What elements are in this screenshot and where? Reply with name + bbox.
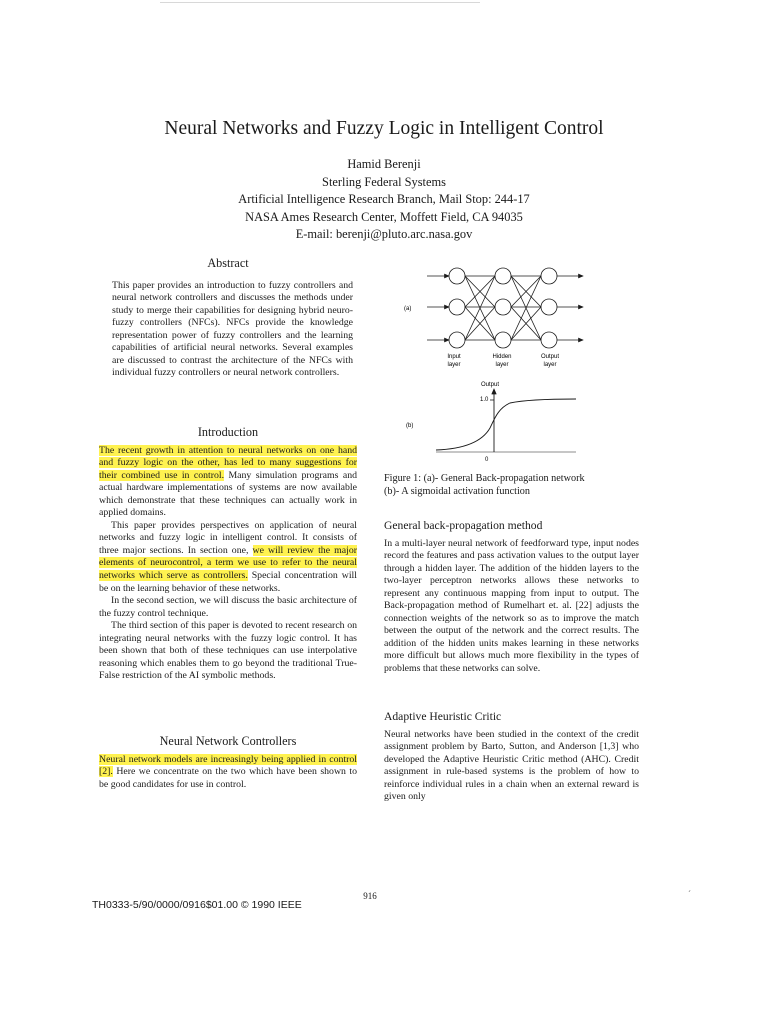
abstract-text: This paper provides an introduction to fuzzy controllers and neural network controllers and discusses the methods under study to merge their capabilities for designing hybrid neuro-fuzzy controllers (NFCs). NFCs provide the knowledge representation power of fuzzy controllers and the learning capabilities of artificial neural networks. Several examples are discussed to contrast the architecture of the NFCs with individual fuzzy controllers or neural network controllers.	[112, 279, 353, 379]
introduction-section	[99, 426, 357, 683]
copyright-footer: TH0333-5/90/0000/0916$01.00 © 1990 IEEE	[92, 899, 302, 911]
highlighted-text: The recent growth in attention to neural networks on one hand and fuzzy logic on the other, has led to many suggestions for their combined use in control.	[99, 444, 357, 481]
input-layer-label: layer	[447, 362, 461, 368]
backprop-paragraph: In a multi-layer neural network of feedforward type, input nodes record the features and pass activation values to the output layer through a hidden layer. The addition of the hidden layers to the two-layer perceptron networks allows these networks to represent any continuous mapping from input to output. The Back-propagation method of Rumelhart et. al. [22] adjusts the connection weights of the network so as to improve the match between the output of the network and the correct results. The addition of the hidden units makes learning in these networks more difficult but allows much more flexibility in the types of problems that these networks can solve.	[384, 537, 639, 675]
figure-label-a: (a)	[404, 306, 412, 312]
backprop-heading: General back-propagation method	[384, 519, 543, 532]
scan-top-edge	[160, 2, 480, 3]
output-layer-label: layer	[543, 362, 557, 368]
input-layer-label: Input	[447, 354, 461, 360]
figure-label-b: (b)	[406, 423, 414, 429]
intro-paragraph: In the second section, we will discuss the basic architecture of the fuzzy control technique.	[99, 595, 357, 619]
text-run: This paper provides perspectives on application of neural networks and fuzzy logic in intelligent control. It consists of three major sections. In section one,	[99, 519, 357, 556]
author-email: E-mail: berenji@pluto.arc.nasa.gov	[295, 227, 473, 241]
abstract-heading: Abstract	[207, 256, 249, 270]
output-axis-label: Output	[480, 382, 500, 388]
scan-mark: ´	[688, 889, 691, 899]
intro-paragraph	[99, 520, 357, 595]
intro-paragraph	[99, 445, 357, 520]
author-block	[0, 156, 768, 244]
hidden-layer-label: layer	[495, 362, 509, 368]
output-layer-label: Output	[540, 354, 560, 360]
backprop-section	[384, 520, 639, 676]
highlighted-text: we will review the major elements of neurocontrol, a term we use to refer to the neural networks which serve as controllers.	[99, 544, 357, 582]
ahc-paragraph: Neural networks have been studied in the context of the credit assignment problem by Barto, Sutton, and Anderson [1,3] who developed the Adaptive Heuristic Critic method (AHC). Credit assignment in rule-based systems is the problem of how to reinforce individual rules in a chain when an external reward is given only	[384, 728, 639, 803]
sigmoid-curve	[436, 399, 576, 450]
figure-1	[384, 262, 644, 468]
intro-paragraph: The third section of this paper is devoted to recent research on integrating neural networks with the fuzzy logic control. It has been shown that both of these techniques can use interpolative reasoning which enables them to go beyond the traditional True-False restriction of the AI symbolic methods.	[99, 620, 357, 682]
highlighted-text: Neural network models are increasingly being applied in control [2].	[99, 753, 357, 778]
nnc-section	[99, 735, 357, 791]
paper-title: Neural Networks and Fuzzy Logic in Intelligent Control	[164, 118, 604, 139]
caption-line: (b)- A sigmoidal activation function	[384, 486, 530, 497]
affiliation-line: Artificial Intelligence Research Branch, Mail Stop: 244-17	[238, 192, 530, 206]
affiliation-line: NASA Ames Research Center, Moffett Field, CA 94035	[245, 209, 523, 224]
text-run: Special concentration will be on the learning behavior of these networks.	[99, 570, 357, 594]
hidden-layer-label: Hidden	[492, 354, 512, 360]
ahc-heading: Adaptive Heuristic Critic	[384, 710, 502, 723]
introduction-heading: Introduction	[197, 425, 259, 439]
sigmoid-plot	[436, 382, 576, 463]
x-tick-label: 0	[485, 457, 489, 463]
text-run: Many simulation programs and actual hardware implementations of systems are now available which demonstrate that these techniques can actually work in applied domains.	[99, 469, 357, 519]
caption-line: Figure 1: (a)- General Back-propagation network	[384, 473, 585, 484]
nnc-heading: Neural Network Controllers	[159, 734, 297, 748]
ahc-section	[384, 711, 639, 804]
text-run: Here we concentrate on the two which have been shown to be good candidates for use in control.	[99, 766, 357, 790]
page-number: 916	[363, 891, 377, 901]
author-name: Hamid Berenji	[347, 157, 421, 171]
abstract-section	[99, 257, 357, 380]
network-diagram	[427, 268, 583, 348]
figure-caption	[384, 472, 644, 498]
y-tick-label: 1.0	[480, 397, 489, 403]
nnc-paragraph	[99, 754, 357, 792]
affiliation-line: Sterling Federal Systems	[322, 174, 446, 189]
